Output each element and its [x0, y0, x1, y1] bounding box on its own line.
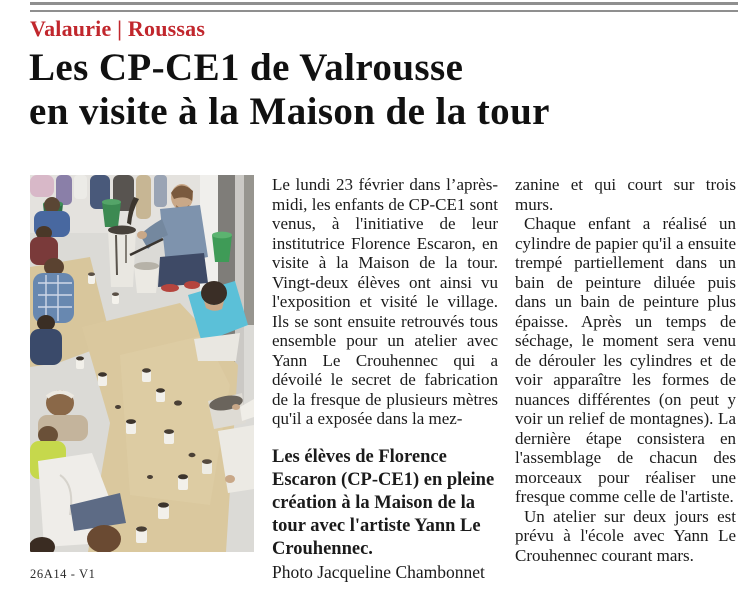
- title-line-1: Les CP-CE1 de Valrousse: [29, 46, 464, 89]
- photo-credit: Photo Jacqueline Chambonnet: [272, 561, 485, 582]
- paragraph-2: zanine et qui court sur trois murs.: [515, 175, 736, 214]
- text-column-2: [515, 175, 736, 565]
- section-kicker: Valaurie | Roussas: [30, 16, 206, 41]
- article-title: [29, 46, 550, 134]
- paragraph-1: Le lundi 23 février dans l’après-midi, les enfants de CP-CE1 sont venus, à l'initiative de leur institutrice Florence Escaron, en visite à la Maison de la tour. Vingt-deux élèves ont ainsi vu l'exposition et visité le village. Ils se sont ensuite retrouvés tous ensemble pour un atelier avec Yann Le Crouhennec qui a dévoilé le secret de fabrication de la fresque de plusieurs mètres qu'il a exposée dans la mez-: [272, 175, 498, 428]
- photo-caption: Les élèves de Florence Escaron (CP-CE1) en pleine création à la Maison de la tour avec l'artiste Yann Le Crouhennec.: [272, 446, 495, 559]
- paragraph-3: Chaque enfant a réalisé un cylindre de papier qu'il a ensuite trempé partiellement dans un bain de peinture diluée puis dans un bain de peinture plus épaisse. Après un temps de séchage, le moment sera venu de dérouler les cylindres et de voir apparaître les formes de nuances différentes (on peut y voir un relief de montagnes). La dernière étape consistera en l'assemblage de chacun des morceaux pour réaliser une fresque comme celle de l'artiste.: [515, 214, 736, 506]
- paragraph-4: Un atelier sur deux jours est prévu à l'école avec Yann Le Crouhennec courant mars.: [515, 506, 736, 565]
- text-column-1: [272, 175, 498, 584]
- edition-code: 26A14 - V1: [30, 567, 96, 581]
- article-photo: [30, 175, 254, 552]
- paint-bucket-small: [134, 262, 159, 293]
- title-line-2: en visite à la Maison de la tour: [29, 90, 550, 133]
- top-double-rule: [30, 2, 738, 12]
